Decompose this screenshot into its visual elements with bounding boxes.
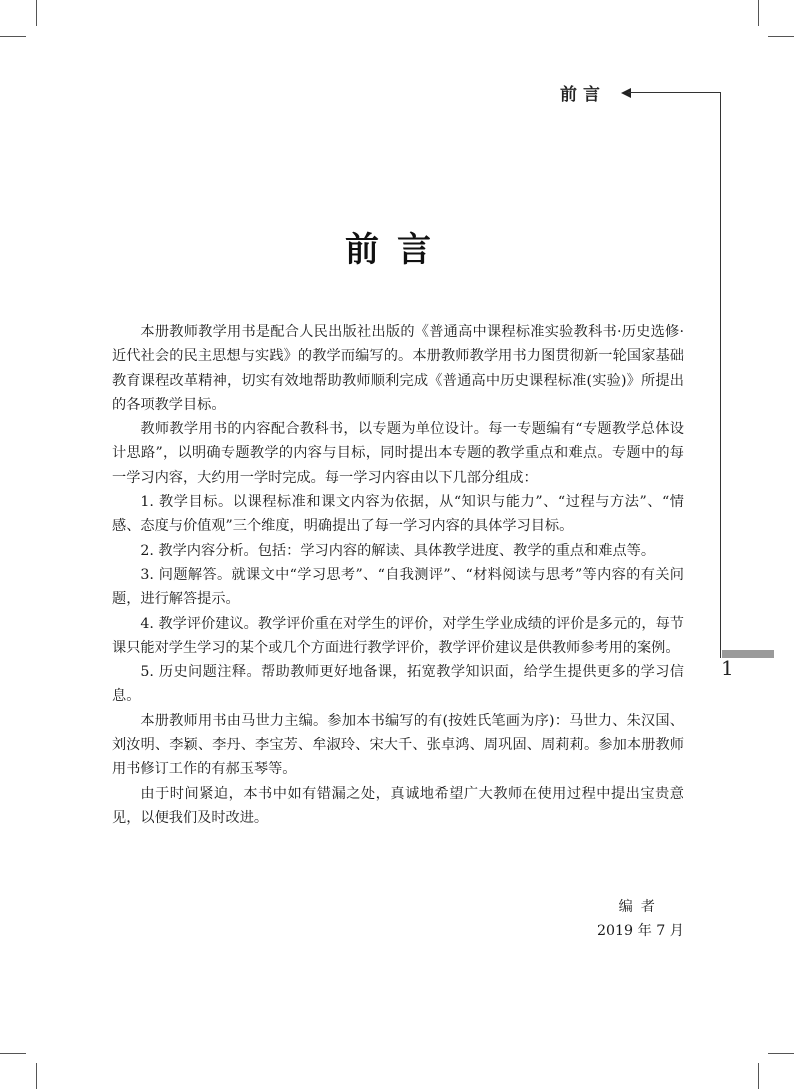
paragraph: 3. 问题解答。就课文中“学习思考”、“自我测评”、“材料阅读与思考”等内容的有关问题，进行解答提示。 bbox=[112, 566, 684, 608]
header-leader-line bbox=[628, 92, 720, 93]
paragraph: 1. 教学目标。以课程标准和课文内容为依据，从“知识与能力”、“过程与方法”、“情感、态度与价值观”三个维度，明确提出了每一学习内容的具体学习目标。 bbox=[112, 494, 684, 535]
paragraph: 本册教师用书由马世力主编。参加本书编写的有(按姓氏笔画为序)：马世力、朱汉国、刘汝明、李颖、李丹、李宝芳、牟淑玲、宋大千、张卓鸿、周巩固、周莉莉。参加本册教师用书修订工作的有郝玉琴等。 bbox=[112, 712, 684, 778]
crop-mark bbox=[0, 1053, 26, 1054]
crop-mark bbox=[758, 0, 759, 26]
paragraph: 2. 教学内容分析。包括：学习内容的解读、具体教学进度、教学的重点和难点等。 bbox=[140, 542, 656, 559]
paragraph: 4. 教学评价建议。教学评价重在对学生的评价，对学生学业成绩的评价是多元的，每节课只能对学生学习的某个或几个方面进行教学评价，教学评价建议是供教师参考用的案例。 bbox=[112, 615, 684, 656]
header-leader-line bbox=[720, 92, 721, 658]
paragraph: 由于时间紧迫，本书中如有错漏之处，真诚地希望广大教师在使用过程中提出宝贵意见，以便我们及时改进。 bbox=[112, 785, 684, 826]
running-header: 前言 bbox=[560, 85, 606, 105]
crop-mark bbox=[768, 36, 794, 37]
crop-mark bbox=[768, 1053, 794, 1054]
crop-mark bbox=[0, 36, 26, 37]
paragraph: 教师教学用书的内容配合教科书，以专题为单位设计。每一专题编有“专题教学总体设计思路”，以明确专题教学的内容与目标，同时提出本专题的教学重点和难点。专题中的每一学习内容，大约用一学时完成。每一学习内容由以下几部分组成： bbox=[112, 421, 684, 486]
crop-mark bbox=[36, 1063, 37, 1089]
preface-body bbox=[112, 320, 684, 830]
page-title: 前言 bbox=[345, 230, 449, 270]
page-number: 1 bbox=[721, 656, 734, 680]
crop-mark bbox=[36, 0, 37, 26]
arrow-icon bbox=[621, 88, 631, 98]
crop-mark bbox=[758, 1063, 759, 1089]
date: 2019 年 7 月 bbox=[596, 923, 684, 939]
signature: 编者 bbox=[618, 899, 663, 915]
paragraph: 5. 历史问题注释。帮助教师更好地备课，拓宽教学知识面，给学生提供更多的学习信息。 bbox=[112, 664, 684, 705]
paragraph: 本册教师教学用书是配合人民出版社出版的《普通高中课程标准实验教科书·历史选修·近代社会的民主思想与实践》的教学而编写的。本册教师教学用书力图贯彻新一轮国家基础教育课程改革精神，切实有效地帮助教师顺利完成《普通高中历史课程标准(实验)》所提出的各项教学目标。 bbox=[112, 324, 684, 413]
